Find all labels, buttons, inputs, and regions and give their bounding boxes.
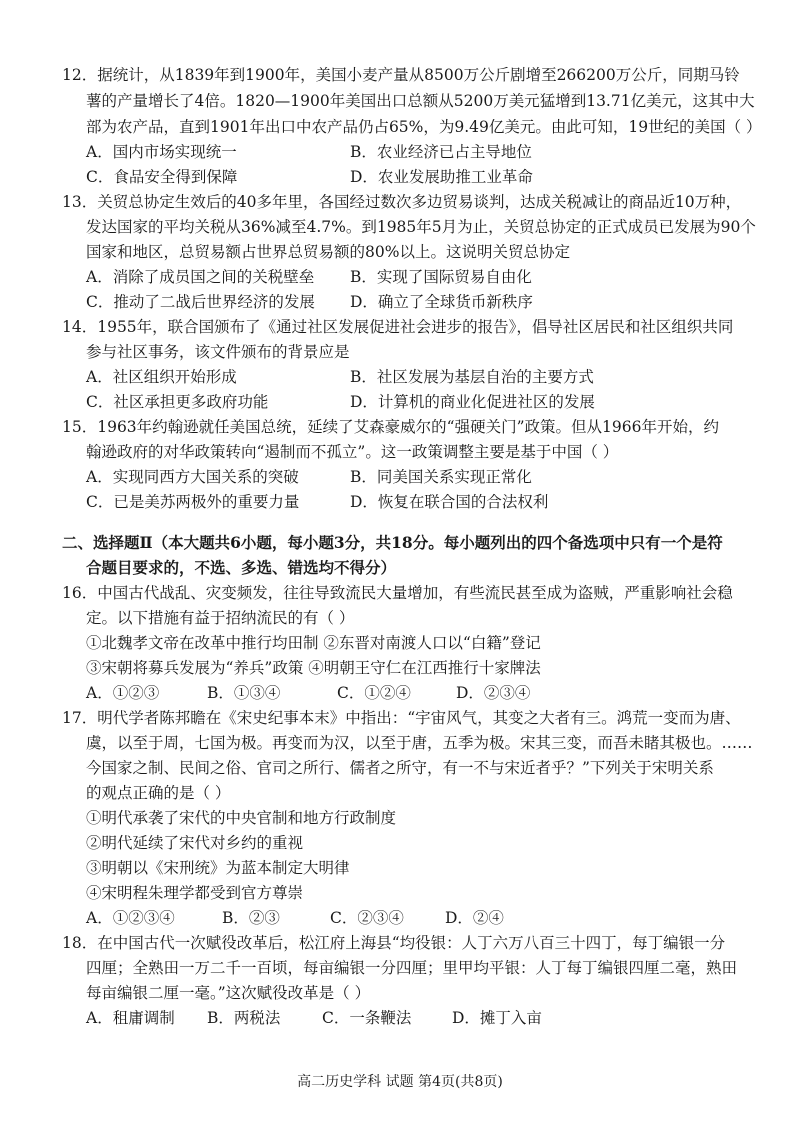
q16-statement-3-4: ③宋朝将募兵发展为“养兵”政策 ④明朝王守仁在江西推行十家牌法 bbox=[86, 659, 541, 677]
q18-option-b: B．两税法 bbox=[207, 1009, 281, 1027]
q15-option-a: A．实现同西方大国关系的突破 bbox=[86, 468, 299, 486]
q13-option-c: C．推动了二战后世界经济的发展 bbox=[86, 293, 315, 311]
q15-option-b: B．同美国关系实现正常化 bbox=[350, 468, 532, 486]
q17-statement-1: ①明代承袭了宋代的中央官制和地方行政制度 bbox=[86, 809, 397, 827]
q12-option-c: C．食品安全得到保障 bbox=[86, 168, 238, 186]
q12-line-1: 12．据统计，从1839年到1900年，美国小麦产量从8500万公斤剧增至266200万公斤，同期马铃 bbox=[62, 66, 740, 84]
q17-statement-2: ②明代延续了宋代对乡约的重视 bbox=[86, 834, 304, 852]
page-footer: 高二历史学科 试题 第4页(共8页) bbox=[297, 1074, 503, 1090]
q15-line-2: 翰逊政府的对华政策转向“遏制而不孤立”。这一政策调整主要是基于中国（ ） bbox=[86, 443, 619, 461]
q17-option-a: A．①②③④ bbox=[86, 909, 175, 927]
q18-option-c: C．一条鞭法 bbox=[322, 1009, 412, 1027]
q12-option-a: A．国内市场实现统一 bbox=[86, 143, 237, 161]
q17-line-4: 的观点正确的是（ ） bbox=[86, 784, 231, 802]
q17-option-d: D．②④ bbox=[445, 909, 504, 927]
q13-line-3: 国家和地区，总贸易额占世界总贸易额的80%以上。这说明关贸总协定 bbox=[86, 243, 570, 261]
q18-line-3: 每亩编银二厘一毫。”这次赋役改革是（ ） bbox=[86, 984, 371, 1002]
q13-option-b: B．实现了国际贸易自由化 bbox=[350, 268, 532, 286]
q14-option-d: D．计算机的商业化促进社区的发展 bbox=[350, 393, 595, 411]
q14-line-1: 14．1955年，联合国颁布了《通过社区发展促进社会进步的报告》，倡导社区居民和社区组织共同 bbox=[62, 318, 734, 336]
q18-option-a: A．租庸调制 bbox=[86, 1009, 175, 1027]
q15-line-1: 15．1963年约翰逊就任美国总统，延续了艾森豪威尔的“强硬关门”政策。但从1966年开始，约 bbox=[62, 418, 719, 436]
q13-option-a: A．消除了成员国之间的关税壁垒 bbox=[86, 268, 315, 286]
q16-line-1: 16．中国古代战乱、灾变频发，往往导致流民大量增加，有些流民甚至成为盗贼，严重影响社会稳 bbox=[62, 584, 733, 602]
q17-statement-4: ④宋明程朱理学都受到官方尊崇 bbox=[86, 884, 304, 902]
q14-option-c: C．社区承担更多政府功能 bbox=[86, 393, 269, 411]
q16-option-a: A．①②③ bbox=[86, 684, 160, 702]
q15-option-c: C．已是美苏两极外的重要力量 bbox=[86, 493, 300, 511]
q17-statement-3: ③明朝以《宋刑统》为蓝本制定大明律 bbox=[86, 859, 350, 877]
q13-option-d: D．确立了全球货币新秩序 bbox=[350, 293, 533, 311]
q13-line-2: 发达国家的平均关税从36%减至4.7%。到1985年5月为止，关贸总协定的正式成员已发展为90个 bbox=[86, 218, 756, 236]
q14-option-b: B．社区发展为基层自治的主要方式 bbox=[350, 368, 594, 386]
q17-option-b: B．②③ bbox=[222, 909, 280, 927]
q17-option-c: C．②③④ bbox=[330, 909, 404, 927]
q17-line-1: 17．明代学者陈邦瞻在《宋史纪事本末》中指出：“宇宙风气，其变之大者有三。鸿荒一变而为唐、 bbox=[62, 709, 741, 727]
q15-option-d: D．恢复在联合国的合法权利 bbox=[350, 493, 549, 511]
q16-option-d: D．②③④ bbox=[456, 684, 531, 702]
q13-line-1: 13．关贸总协定生效后的40多年里，各国经过数次多边贸易谈判，达成关税减让的商品近10万种， bbox=[62, 193, 742, 211]
q12-line-2: 薯的产量增长了4倍。1820—1900年美国出口总额从5200万美元猛增到13.71亿美元，这其中大 bbox=[86, 92, 755, 110]
q18-line-1: 18．在中国古代一次赋役改革后，松江府上海县“均役银：人丁六万八百三十四丁，每丁编银一分 bbox=[62, 934, 726, 952]
q17-line-3: 今国家之制、民间之俗、官司之所行、儒者之所守，有一不与宋近者乎？”下列关于宋明关系 bbox=[86, 759, 714, 777]
q14-option-a: A．社区组织开始形成 bbox=[86, 368, 237, 386]
q17-line-2: 虞，以至于周，七国为极。再变而为汉，以至于唐，五季为极。宋其三变，而吾未睹其极也。…… bbox=[86, 734, 753, 752]
q18-option-d: D．摊丁入亩 bbox=[452, 1009, 542, 1027]
q16-line-2: 定。以下措施有益于招纳流民的有（ ） bbox=[86, 609, 355, 627]
q16-option-b: B．①③④ bbox=[207, 684, 281, 702]
q14-line-2: 参与社区事务，该文件颁布的背景应是 bbox=[86, 343, 350, 361]
q12-option-d: D．农业发展助推工业革命 bbox=[350, 168, 533, 186]
section-2-heading-line-1: 二、选择题Ⅱ（本大题共6小题，每小题3分，共18分。每小题列出的四个备选项中只有一个是符 bbox=[62, 533, 723, 552]
q16-statement-1-2: ①北魏孝文帝在改革中推行均田制 ②东晋对南渡人口以“白籍”登记 bbox=[86, 634, 541, 652]
section-2-heading-line-2: 合题目要求的，不选、多选、错选均不得分） bbox=[86, 558, 397, 577]
q12-option-b: B．农业经济已占主导地位 bbox=[350, 143, 532, 161]
q12-line-3: 部为农产品，直到1901年出口中农产品仍占65%，为9.49亿美元。由此可知，19世纪的美国（ ） bbox=[86, 118, 762, 136]
q16-option-c: C．①②④ bbox=[337, 684, 411, 702]
q18-line-2: 四厘；全熟田一万二千一百顷，每亩编银一分四厘；里甲均平银：人丁每丁编银四厘二毫，熟田 bbox=[86, 959, 738, 977]
